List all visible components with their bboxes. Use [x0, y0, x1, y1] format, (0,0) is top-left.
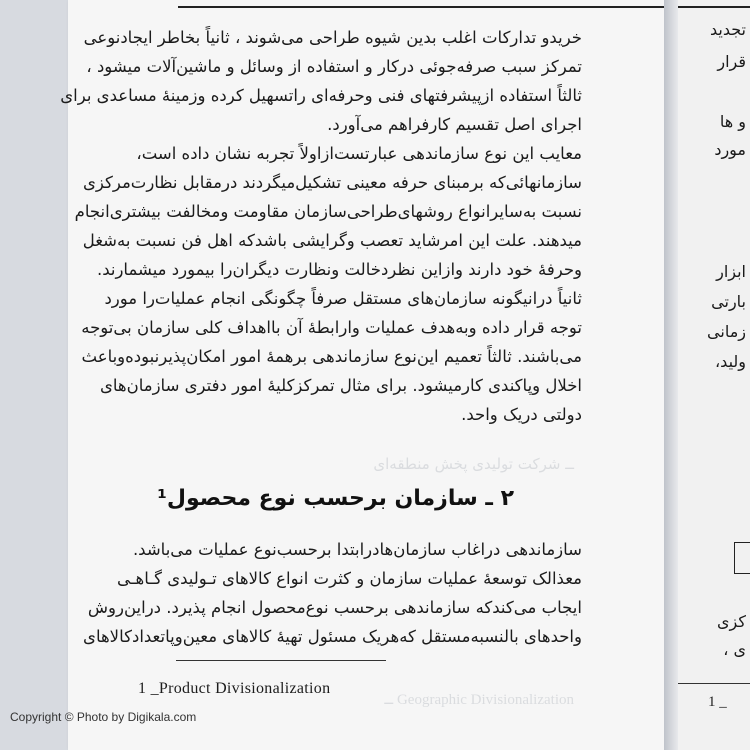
body-line: ثانیاً درانیگونه سازمان‌های مستقل صرفاً چگونگی انجام عملیات‌را مورد	[104, 289, 582, 308]
footnote: 1 _Product Divisionalization	[138, 680, 331, 697]
facing-page-line: ولید،	[715, 352, 746, 371]
body-line: ایجاب می‌کندکه سازماندهی برحسب نوع‌محصول انجام پذیرد. دراین‌روش	[87, 598, 582, 617]
body-line: سازماندهی دراغاب سازمان‌هادرابتدا برحسب‌نوع عملیات می‌باشد.	[132, 540, 582, 559]
book-gutter	[664, 0, 678, 750]
top-rule	[678, 6, 750, 8]
footnote-rule	[176, 660, 386, 661]
body-line: دولتی دریک واحد.	[461, 405, 582, 424]
background-left	[0, 0, 68, 750]
body-line: اجرای اصل تقسیم کارفراهم می‌آورد.	[327, 115, 582, 134]
bleed-through-text: Geographic Divisionalization ــ	[384, 692, 574, 708]
facing-page-line: تجدید	[709, 20, 746, 39]
body-line: سازمانهائی‌که برمبنای حرفه معینی تشکیل‌میگردند درمقابل نظارت‌مرکزی	[82, 173, 582, 192]
footnote-rule	[678, 683, 750, 684]
body-line: توجه قرار داده و‌به‌هدف عملیات وارابطهٔ آن بااهداف کلی سازمان بی‌توجه	[81, 318, 582, 337]
facing-page-line: ی ،	[723, 640, 746, 659]
body-line: می‌باشند. ثالثاً تعمیم این‌نوع سازماندهی برهمهٔ امور امکان‌پذیرنبوده‌وباعث	[81, 347, 582, 366]
facing-page-footnote: 1 _	[708, 694, 727, 710]
facing-page-line: و ها	[719, 112, 746, 131]
facing-page-line: بارتی	[711, 292, 746, 311]
facing-page-line: مورد	[714, 140, 746, 159]
facing-page-line: ابزار	[716, 262, 746, 281]
book-page	[60, 0, 664, 750]
body-line: خریدو تدارکات اغلب بدین شیوه طراحی می‌شوند ، ثانیاً بخاطر ایجادنوعی	[83, 28, 582, 47]
body-line: اخلال وپاکندی کارمیشود. برای مثال تمرکزکلیهٔ امور دفتری سازمان‌های	[99, 376, 582, 395]
section-heading: ۲ ـ سازمان برحسب نوع محصول¹	[157, 486, 514, 511]
body-line: معایب این نوع سازماندهی عبارتست‌ازاولاً تجربه نشان داده است،	[136, 144, 582, 163]
body-line: نسبت به‌سایرانواع روشهای‌طراحی‌سازمان مقاومت ومخالفت بیشتری‌انجام	[74, 202, 582, 221]
body-line: میدهند. علت این امرشاید تعصب وگرایشی باشدکه اهل فن نسبت به‌شغل	[82, 231, 582, 250]
body-line: وحرفهٔ خود دارند وازاین نظردخالت ونظارت دیگران‌را بیمورد میشمارند.	[96, 260, 582, 279]
bleed-through-text: ــ شرکت تولیدی پخش منطقه‌ای	[373, 455, 574, 473]
top-rule	[178, 6, 666, 8]
body-line: تمرکز سبب صرفه‌جوئی درکار و استفاده از وسائل و ماشین‌آلات میشود ،	[86, 57, 582, 76]
body-line: معذالک توسعهٔ عملیات سازمان و کثرت انواع کالاهای تـولیدی گـاهـی	[116, 569, 582, 588]
body-line: ثالثاً استفاده ازپیشرفتهای فنی وحرفه‌ای راتسهیل کرده وزمینهٔ مساعدی برای	[60, 86, 582, 105]
body-line: واحدهای بالنسبه‌مستقل که‌هریک مسئول تهیهٔ کالاهای معین‌وپاتعدادکالاهای	[83, 627, 582, 646]
facing-page-line: قرار	[717, 52, 746, 71]
facing-page-line: کزی	[717, 612, 746, 631]
facing-page-line: زمانی	[707, 322, 746, 341]
copyright-notice: Copyright © Photo by Digikala.com	[10, 710, 197, 724]
diagram-box-fragment	[734, 542, 750, 574]
facing-page	[678, 0, 750, 750]
